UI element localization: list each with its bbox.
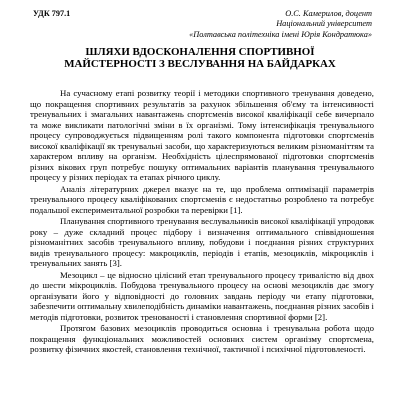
article-body xyxy=(30,88,374,355)
paragraph: Протягом базових мезоциклів проводиться основна і тренувальна робота щодо покращення функціональних можливостей основних систем організму спортсмена, розвитку фізичних якостей, становлення технічної, тактичної і психічної підготовленості. xyxy=(30,323,374,355)
affiliation-line-2: «Полтавська політехніка імені Юрія Кондратюка» xyxy=(189,29,372,39)
article-title xyxy=(40,46,360,71)
paragraph: Планування спортивного тренування веслувальників високої кваліфікації упродовж року – дуже складний процес підбору і визначення оптимального співвідношення різноманітних засобів тренувального впливу, побудови і поєднання різних структурних видів тренувального процесу: макроциклів, періодів і етапів, мезоциклів, мікроциклів і тренувальних занять [3]. xyxy=(30,216,374,269)
paragraph: На сучасному етапі розвитку теорії і методики спортивного тренування доведено, що покращення спортивних результатів за рахунок збільшення об'єму та інтенсивності тренувальних і змагальних навантажень спортсменів високої кваліфікації себе вичерпало та може викликати патологічні зміни в їх організмі. Тому інтенсифікація тренувального процесу супроводжується підвищенням ролі такого компонента підготовки спортсменів високої кваліфікації як тренувальні засоби, що характеризуються великим різноманіттям та характером впливу на організм. Необхідність цілеспрямованої підготовки спортсменів різних вікових груп потребує пошуку оптимальних варіантів планування тренувального процесу у різних періодах та етапах річного циклу. xyxy=(30,88,374,183)
udc-code: УДК 797.1 xyxy=(33,9,71,18)
paragraph: Аналіз літературних джерел вказує на те, що проблема оптимізації параметрів тренувального процесу кваліфікованих спортсменів є недостатньо розроблено та потребує подальшої експериментальної розробки та перевірки [1]. xyxy=(30,183,374,215)
title-line-1: ШЛЯХИ ВДОСКОНАЛЕННЯ СПОРТИВНОЇ xyxy=(85,46,315,58)
affiliation-line-1: Національний університет xyxy=(276,19,372,29)
paragraph: Мезоцикл – це відносно цілісний етап тренувального процесу тривалістю від двох до шести мікроциклів. Побудова тренувального процесу на основі мезоциклів дає змогу організувати його у відповідності до головних завдань періоду чи етапу підготовки, забезпечити оптимальну хвилеподібність динаміки навантажень, поєднання різних засобів і методів підготовки, розвиток тренованості і становлення спортивної форми [2]. xyxy=(30,269,374,322)
author-block xyxy=(142,9,372,40)
author-name: О.С. Камерилов, доцент xyxy=(285,9,372,18)
title-line-2: МАЙСТЕРНОСТІ З ВЕСЛУВАННЯ НА БАЙДАРКАХ xyxy=(64,58,336,71)
